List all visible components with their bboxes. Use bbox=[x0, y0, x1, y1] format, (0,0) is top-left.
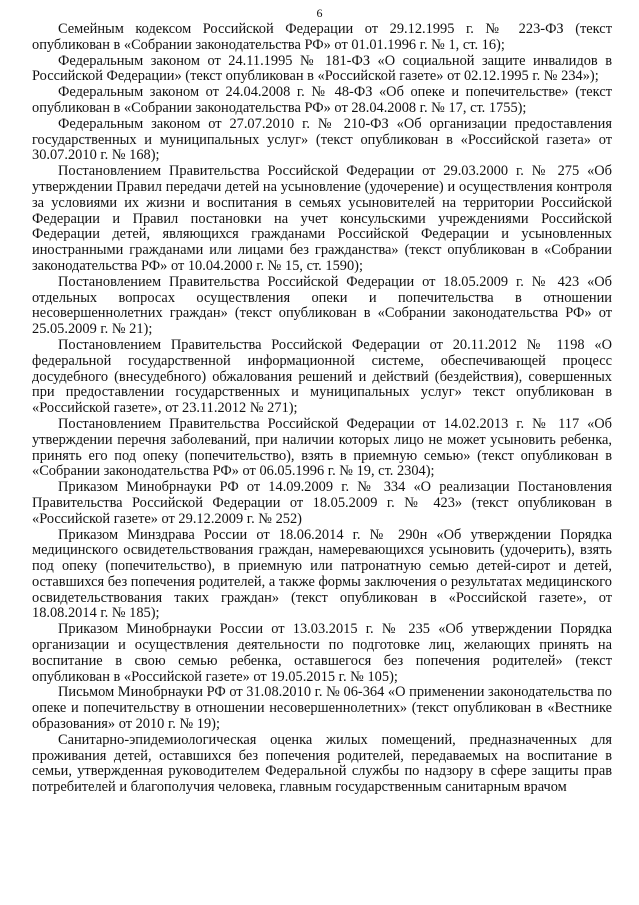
paragraph-resolution-275: Постановлением Правительства Российской Федерации от 29.03.2000 г. № 275 «Об утверждении Правил передачи детей на усыновление (удочерение) и осуществления контроля за условиями их жизни и воспитания в семьях усыновителей на территории Российской Федерации и Правил постановки на учет консульскими учреждениями Российской Федерации детей, являющихся гражданами Российской Федерации и усыновленных иностранными гражданами или лицами без гражданства» (текст опубликован в «Собрании законодательства РФ» от 10.04.2000 г. № 15, ст. 1590); bbox=[32, 163, 612, 274]
paragraph-sanitary-assessment: Санитарно-эпидемиологическая оценка жилых помещений, предназначенных для проживания детей, оставшихся без попечения родителей, передаваемых на воспитание в семьи, утвержденная руководителем Федеральной службы по надзору в сфере защиты прав потребителей и благополучия человека, главным государственным санитарным врачом bbox=[32, 731, 612, 796]
paragraph-resolution-1198: Постановлением Правительства Российской Федерации от 20.11.2012 № 1198 «О федеральной государственной информационной системе, обеспечивающей процесс досудебного (внесудебного) обжалования решений и действий (бездействия), совершенных при предоставлении государственных и муниципальных услуг» текст опубликован в «Российской газете», от 23.11.2012 № 271); bbox=[32, 336, 612, 417]
paragraph-letter-06-364: Письмом Минобрнауки РФ от 31.08.2010 г. № 06-364 «О применении законодательства по опеке и попечительству в отношении несовершеннолетних» (текст опубликован в «Вестнике образования» от 2010 г. № 19); bbox=[32, 684, 612, 733]
document-body bbox=[32, 22, 612, 796]
paragraph-law-public-services: Федеральным законом от 27.07.2010 г. № 210-ФЗ «Об организации предоставления государственных и муниципальных услуг» (текст опубликован в «Российской газета» от 30.07.2010 г. № 168); bbox=[32, 115, 612, 164]
paragraph-resolution-423: Постановлением Правительства Российской Федерации от 18.05.2009 г. № 423 «Об отдельных вопросах осуществления опеки и попечительства в отношении несовершеннолетних граждан» (текст опубликован в «Собрании законодательства РФ» от 25.05.2009 г. № 21); bbox=[32, 273, 612, 338]
paragraph-order-235: Приказом Минобрнауки России от 13.03.2015 г. № 235 «Об утверждении Порядка организации и осуществления деятельности по подготовке лиц, желающих принять на воспитание в свою семью ребенка, оставшегося без попечения родителей» (текст опубликован в «Российской газете» от 19.05.2015 г. № 105); bbox=[32, 621, 612, 685]
page-number: 6 bbox=[316, 6, 323, 20]
paragraph-law-disabled-protection: Федеральным законом от 24.11.1995 № 181-ФЗ «О социальной защите инвалидов в Российской Федерации» (текст опубликован в «Российской газете» от 02.12.1995 г. № 234»); bbox=[32, 52, 612, 85]
paragraph-order-290n: Приказом Минздрава России от 18.06.2014 г. № 290н «Об утверждении Порядка медицинского освидетельствования граждан, намеревающихся усыновить (удочерить), взять под опеку (попечительство), в приемную или патронатную семью детей-сирот и детей, оставшихся без попечения родителей, а также формы заключения о результатах медицинского освидетельствования таких граждан» (текст опубликован в «Российской газете», от 18.08.2014 г. № 185); bbox=[32, 526, 612, 622]
paragraph-family-code: Семейным кодексом Российской Федерации от 29.12.1995 г. № 223-ФЗ (текст опубликован в «Собрании законодательства РФ» от 01.01.1996 г. № 1, ст. 16); bbox=[32, 21, 612, 53]
paragraph-law-guardianship: Федеральным законом от 24.04.2008 г. № 48-ФЗ «Об опеке и попечительстве» (текст опубликован в «Собрании законодательства РФ» от 28.04.2008 г. № 17, ст. 1755); bbox=[32, 84, 612, 116]
paragraph-resolution-117: Постановлением Правительства Российской Федерации от 14.02.2013 г. № 117 «Об утверждении перечня заболеваний, при наличии которых лицо не может усыновить ребенка, принять его под опеку (попечительство), взять в приемную семью» (текст опубликован в «Собрании законодательства РФ» от 06.05.1996 г. № 19, ст. 2304); bbox=[32, 415, 612, 480]
paragraph-order-334: Приказом Минобрнауки РФ от 14.09.2009 г. № 334 «О реализации Постановления Правительства Российской Федерации от 18.05.2009 г. № 423» (текст опубликован в «Российской газете» от 29.12.2009 г. № 252) bbox=[32, 479, 612, 527]
